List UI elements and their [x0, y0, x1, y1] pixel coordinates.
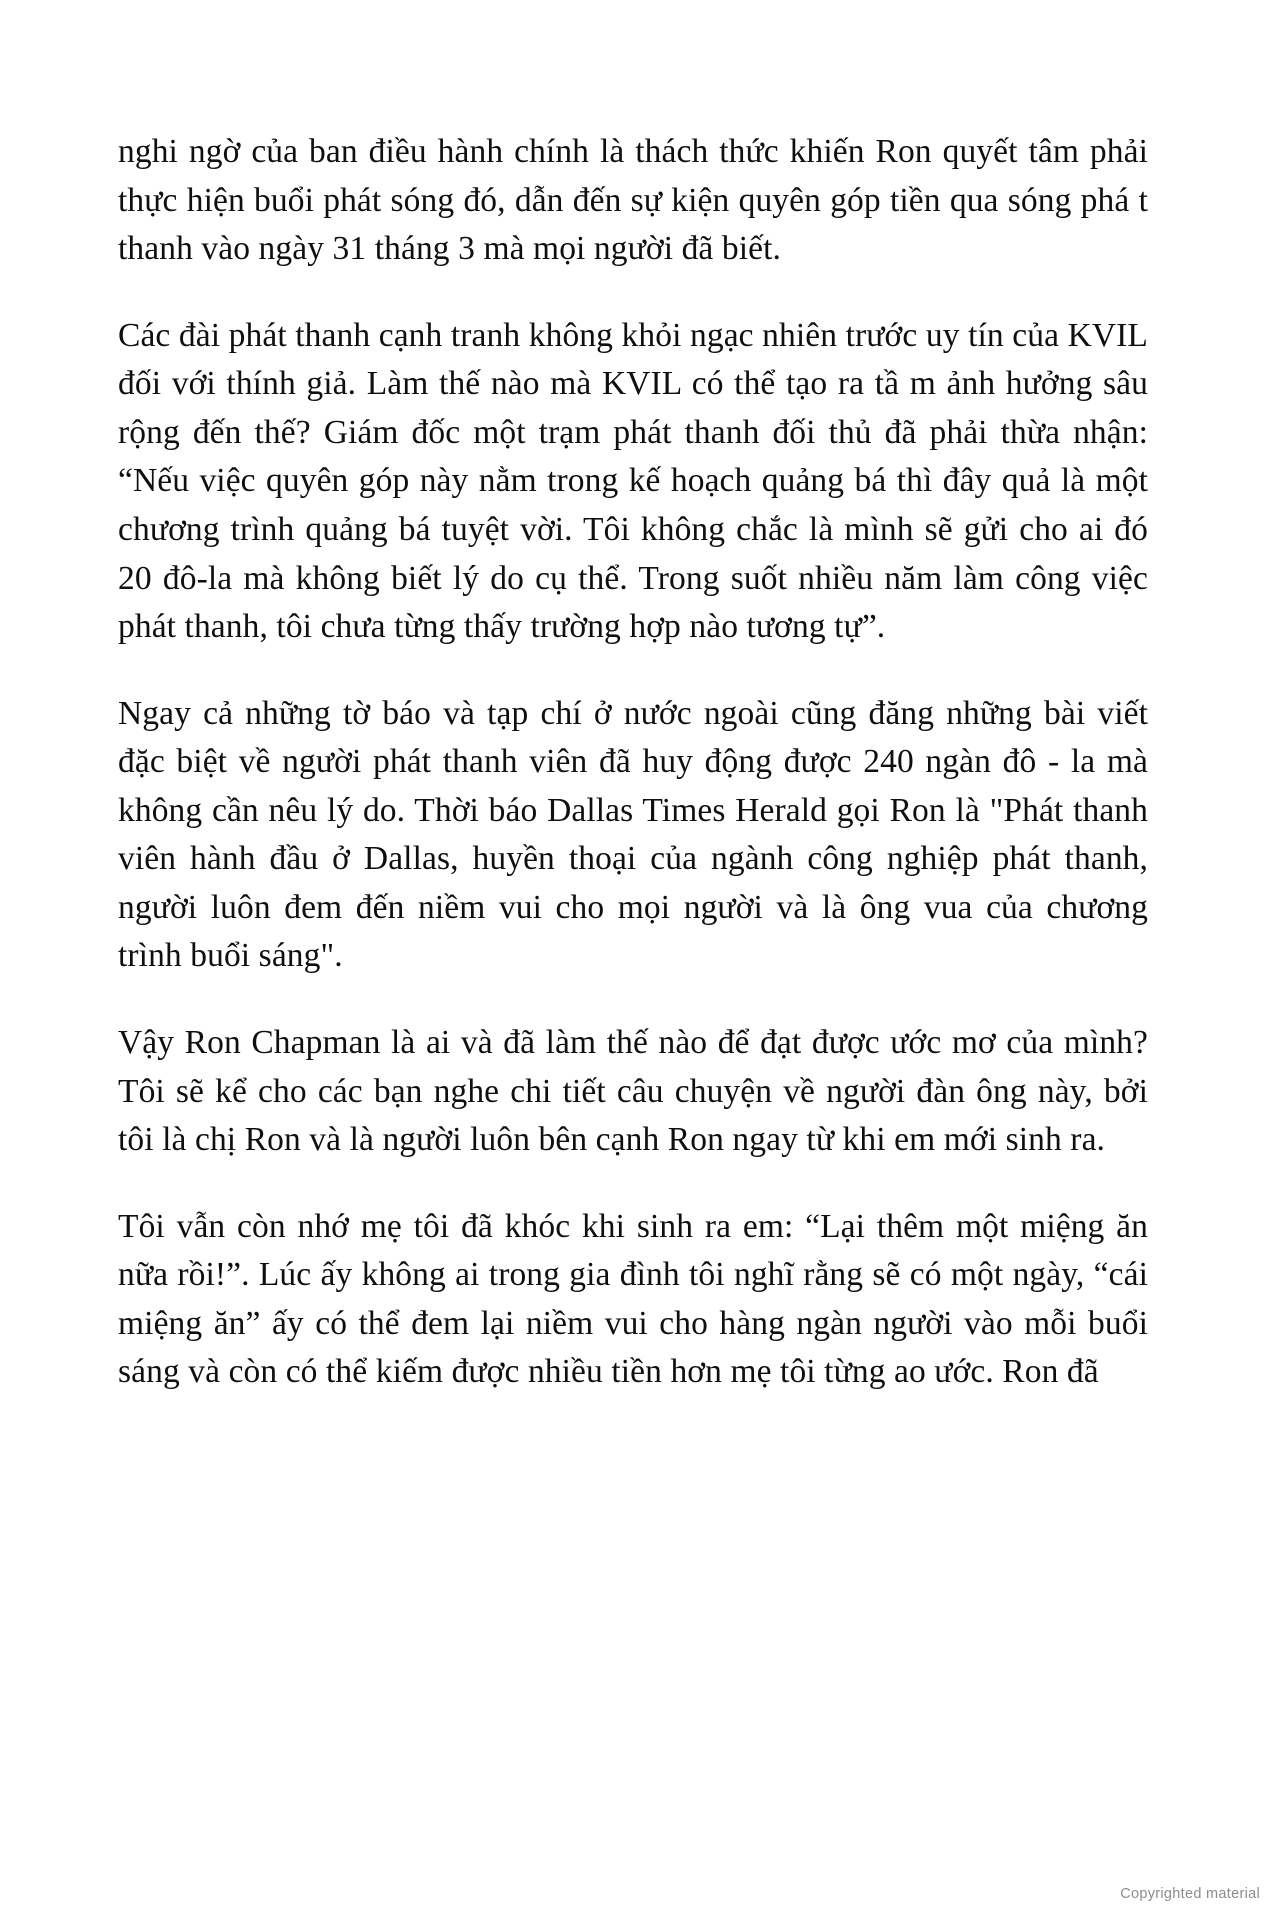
paragraph: Tôi vẫn còn nhớ mẹ tôi đã khóc khi sinh ra em: “Lại thêm một miệng ăn nữa rồi!”. Lúc ấy không ai trong gia đình tôi nghĩ rằng sẽ có một ngày, “cái miệng ăn” ấy có thể đem lại niềm vui cho hàng ngàn người vào mỗi buổi sáng và còn có thể kiếm được nhiều tiền hơn mẹ tôi từng ao ước. Ron đã: [118, 1207, 1148, 1391]
paragraph: Vậy Ron Chapman là ai và đã làm thế nào để đạt được ước mơ của mình? Tôi sẽ kể cho các bạn nghe chi tiết câu chuyện về người đàn ông này, bởi tôi là chị Ron và là người luôn bên cạnh Ron ngay từ khi em mới sinh ra.: [118, 1024, 1148, 1159]
paragraph: Các đài phát thanh cạnh tranh không khỏi ngạc nhiên trước uy tín của KVIL đối với thính giả. Làm thế nào mà KVIL có thể tạo ra tầ m ảnh hưởng sâu rộng đến thế? Giám đốc một trạm phát thanh đối thủ đã phải thừa nhận: “Nếu việc quyên góp này nằm trong kế hoạch quảng bá thì đây quả là một chương trình quảng bá tuyệt vời. Tôi không chắc là mình sẽ gửi cho ai đó 20 đô-la mà không biết lý do cụ thể. Trong suốt nhiều năm làm công việc phát thanh, tôi chưa từng thấy trường hợp nào tương tự”.: [118, 316, 1148, 646]
paragraph: Ngay cả những tờ báo và tạp chí ở nước ngoài cũng đăng những bài viết đặc biệt về người phát thanh viên đã huy động được 240 ngàn đô - la mà không cần nêu lý do. Thời báo Dallas Times Herald gọi Ron là "Phát thanh viên hành đầu ở Dallas, huyền thoại của ngành công nghiệp phát thanh, người luôn đem đến niềm vui cho mọi người và là ông vua của chương trình buổi sáng".: [118, 694, 1148, 975]
paragraph: nghi ngờ của ban điều hành chính là thách thức khiến Ron quyết tâm phải thực hiện buổi phát sóng đó, dẫn đến sự kiện quyên góp tiền qua sóng phá t thanh vào ngày 31 tháng 3 mà mọi người đã biết.: [118, 133, 1148, 268]
copyright-notice: Copyrighted material: [1120, 1886, 1260, 1902]
body-text-column: [118, 128, 1148, 1397]
